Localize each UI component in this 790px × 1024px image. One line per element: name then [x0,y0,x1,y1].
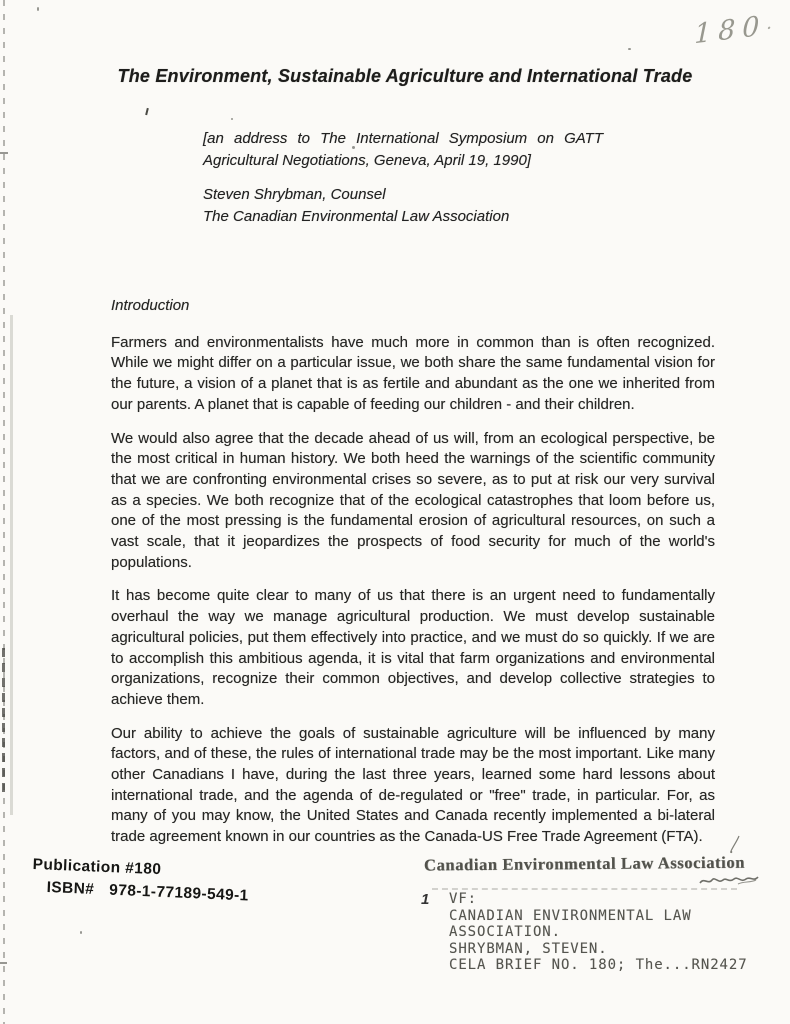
organization-stamp: Canadian Environmental Law Association [423,852,746,875]
signature-squiggle [698,868,760,890]
author-organization: The Canadian Environmental Law Association [203,208,510,225]
catalog-line: SHRYBMAN, STEVEN. [449,940,608,957]
address-note: [an address to The International Symposium on GATT Agricultural Negotiations, Geneva, April 19, 1990] [203,130,603,169]
isbn-label: ISBN# [46,879,95,898]
document-body [111,296,715,861]
document-title: The Environment, Sustainable Agriculture and International Trade [117,66,693,86]
author-name: Steven Shrybman, Counsel [203,186,386,203]
scan-edge-artifact [0,962,7,964]
publication-number: Publication #180 [32,856,162,879]
scan-speck [145,108,148,115]
handwritten-number: 180 · [694,9,779,51]
scan-edge-artifact [0,152,8,154]
pen-flick-mark [728,834,742,854]
catalog-line: VF: [449,891,477,907]
author-byline [203,184,623,228]
body-paragraph: It has become quite clear to many of us that there is an urgent need to fundamentally overhaul the way we manage agricultural production. We must develop sustainable agricultural policies, put them effectively into practice, and we must do so quickly. If we are to accomplish this ambitious agenda, it is vital that farm organizations and environmental organizations, recognize their common objectives, and develop collective strategies to achieve them. [111,587,715,708]
page-number: 1 [421,891,430,908]
catalog-line: CELA BRIEF NO. 180; The...RN2427 [449,957,748,973]
scan-edge-artifact [2,648,5,793]
scan-speck [628,48,631,50]
isbn-line [46,879,249,905]
scan-edge-artifact [10,315,13,815]
body-paragraph: We would also agree that the decade ahead of us will, from an ecological perspective, be the most critical in human history. We both heed the warnings of the scientific community that we are confronting environmental crises so severe, as to put at risk our very survival as a species. We both recognize that of the ecological catastrophes that loom before us, one of the most pressing is the fundamental erosion of agricultural resources, on such a vast scale, that it jeopardizes the prospects of food security for much of the world's populations. [111,429,715,571]
catalog-line: ASSOCIATION. [449,924,561,940]
catalog-block [449,891,748,974]
catalog-line: CANADIAN ENVIRONMENTAL LAW [449,907,692,924]
section-heading: Introduction [111,297,190,314]
body-paragraph: Our ability to achieve the goals of sustainable agriculture will be influenced by many factors, and of these, the rules of international trade may be the most important. Like many other Canadians I have, during the last three years, learned some hard lessons about international trade, and the agenda of de-regulated or "free" trade, in particular. For, as many of you may know, the United States and Canada recently implemented a bi-lateral trade agreement known in our countries as the Canada-US Free Trade Agreement (FTA). [111,724,715,846]
body-paragraph: Farmers and environmentalists have much more in common than is often recognized. While we might differ on a particular issue, we both share the same fundamental vision for the future, a vision of a planet that is as fertile and abundant as the one we inherited from our parents. A planet that is capable of feeding our children - and their children. [111,333,715,413]
scan-speck [80,931,82,934]
scan-speck [37,7,39,11]
scan-speck [231,118,233,120]
isbn-value: 978-1-77189-549-1 [108,881,249,905]
